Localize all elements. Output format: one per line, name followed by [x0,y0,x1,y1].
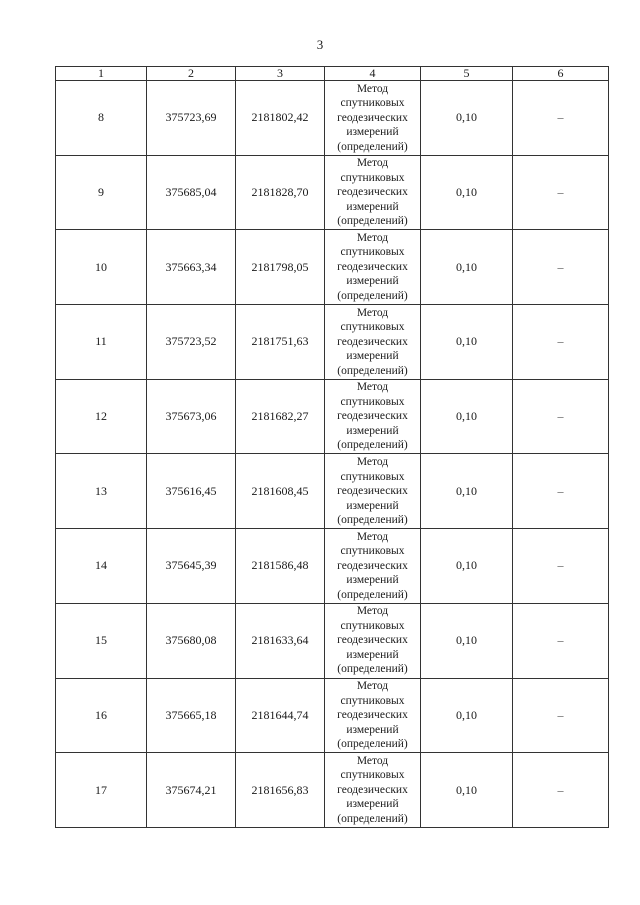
method-cell [325,603,421,678]
table-row [56,155,609,230]
method-line: спутниковых [340,545,405,558]
x-coordinate-cell: 375680,08 [147,603,236,678]
method-line: измерений [346,275,399,288]
method-line: измерений [346,424,399,437]
column-header: 1 [56,67,147,81]
note-cell: – [513,454,609,529]
point-number-cell: 10 [56,230,147,305]
method-cell [325,529,421,604]
method-line: Метод [356,157,389,170]
point-number-cell: 12 [56,379,147,454]
table-row [56,305,609,380]
method-cell [325,81,421,156]
x-coordinate-cell: 375723,69 [147,81,236,156]
table-row [56,230,609,305]
method-line: измерений [346,723,399,736]
table-row [56,81,609,156]
y-coordinate-cell: 2181608,45 [236,454,325,529]
note-cell: – [513,603,609,678]
note-cell: – [513,529,609,604]
note-cell: – [513,230,609,305]
method-line: геодезических [337,783,408,796]
method-line: (определений) [337,738,408,751]
method-cell [325,678,421,753]
table-row [56,678,609,753]
y-coordinate-cell: 2181656,83 [236,753,325,828]
method-line: Метод [356,605,389,618]
method-line: геодезических [337,186,408,199]
accuracy-cell: 0,10 [421,379,513,454]
point-number-cell: 11 [56,305,147,380]
table-row [56,379,609,454]
method-line: спутниковых [340,619,405,632]
accuracy-cell: 0,10 [421,155,513,230]
note-cell: – [513,753,609,828]
method-cell [325,454,421,529]
method-line: Метод [356,381,389,394]
method-line: Метод [356,82,389,95]
x-coordinate-cell: 375674,21 [147,753,236,828]
method-line: измерений [346,798,399,811]
y-coordinate-cell: 2181828,70 [236,155,325,230]
x-coordinate-cell: 375685,04 [147,155,236,230]
method-line: геодезических [337,111,408,124]
method-line: геодезических [337,634,408,647]
method-line: геодезических [337,260,408,273]
method-line: (определений) [337,364,408,377]
x-coordinate-cell: 375673,06 [147,379,236,454]
method-line: геодезических [337,485,408,498]
note-cell: – [513,678,609,753]
table-row [56,603,609,678]
method-cell [325,305,421,380]
method-line: Метод [356,306,389,319]
note-cell: – [513,155,609,230]
table-row [56,529,609,604]
y-coordinate-cell: 2181682,27 [236,379,325,454]
table-row [56,454,609,529]
accuracy-cell: 0,10 [421,678,513,753]
x-coordinate-cell: 375665,18 [147,678,236,753]
method-cell [325,753,421,828]
point-number-cell: 14 [56,529,147,604]
method-line: (определений) [337,663,408,676]
method-cell [325,230,421,305]
point-number-cell: 9 [56,155,147,230]
method-line: (определений) [337,812,408,825]
accuracy-cell: 0,10 [421,454,513,529]
coordinates-table [55,66,609,828]
method-line: геодезических [337,335,408,348]
method-line: спутниковых [340,395,405,408]
method-line: измерений [346,126,399,139]
accuracy-cell: 0,10 [421,230,513,305]
page-number: 3 [316,37,324,52]
method-line: (определений) [337,439,408,452]
point-number-cell: 17 [56,753,147,828]
accuracy-cell: 0,10 [421,305,513,380]
method-line: спутниковых [340,694,405,707]
method-line: геодезических [337,410,408,423]
method-line: измерений [346,200,399,213]
method-cell [325,155,421,230]
method-line: спутниковых [340,171,405,184]
point-number-cell: 13 [56,454,147,529]
x-coordinate-cell: 375616,45 [147,454,236,529]
x-coordinate-cell: 375645,39 [147,529,236,604]
column-header: 3 [236,67,325,81]
method-line: спутниковых [340,470,405,483]
method-line: спутниковых [340,769,405,782]
y-coordinate-cell: 2181633,64 [236,603,325,678]
accuracy-cell: 0,10 [421,603,513,678]
method-line: спутниковых [340,97,405,110]
accuracy-cell: 0,10 [421,753,513,828]
method-line: спутниковых [340,321,405,334]
method-line: Метод [356,680,389,693]
point-number-cell: 8 [56,81,147,156]
y-coordinate-cell: 2181644,74 [236,678,325,753]
method-line: (определений) [337,289,408,302]
y-coordinate-cell: 2181751,63 [236,305,325,380]
y-coordinate-cell: 2181802,42 [236,81,325,156]
method-line: (определений) [337,140,408,153]
y-coordinate-cell: 2181798,05 [236,230,325,305]
accuracy-cell: 0,10 [421,529,513,604]
method-line: измерений [346,350,399,363]
x-coordinate-cell: 375723,52 [147,305,236,380]
note-cell: – [513,305,609,380]
method-line: измерений [346,574,399,587]
note-cell: – [513,379,609,454]
method-line: (определений) [337,588,408,601]
column-header: 6 [513,67,609,81]
method-line: геодезических [337,709,408,722]
method-line: измерений [346,499,399,512]
method-line: измерений [346,648,399,661]
method-line: Метод [356,456,389,469]
y-coordinate-cell: 2181586,48 [236,529,325,604]
point-number-cell: 15 [56,603,147,678]
accuracy-cell: 0,10 [421,81,513,156]
table-row [56,753,609,828]
method-line: спутниковых [340,246,405,259]
column-header: 2 [147,67,236,81]
method-line: геодезических [337,559,408,572]
method-line: Метод [356,754,389,767]
x-coordinate-cell: 375663,34 [147,230,236,305]
point-number-cell: 16 [56,678,147,753]
method-cell [325,379,421,454]
method-line: Метод [356,530,389,543]
method-line: (определений) [337,215,408,228]
table-header-row [56,67,609,81]
method-line: (определений) [337,514,408,527]
column-header: 4 [325,67,421,81]
note-cell: – [513,81,609,156]
method-line: Метод [356,231,389,244]
column-header: 5 [421,67,513,81]
